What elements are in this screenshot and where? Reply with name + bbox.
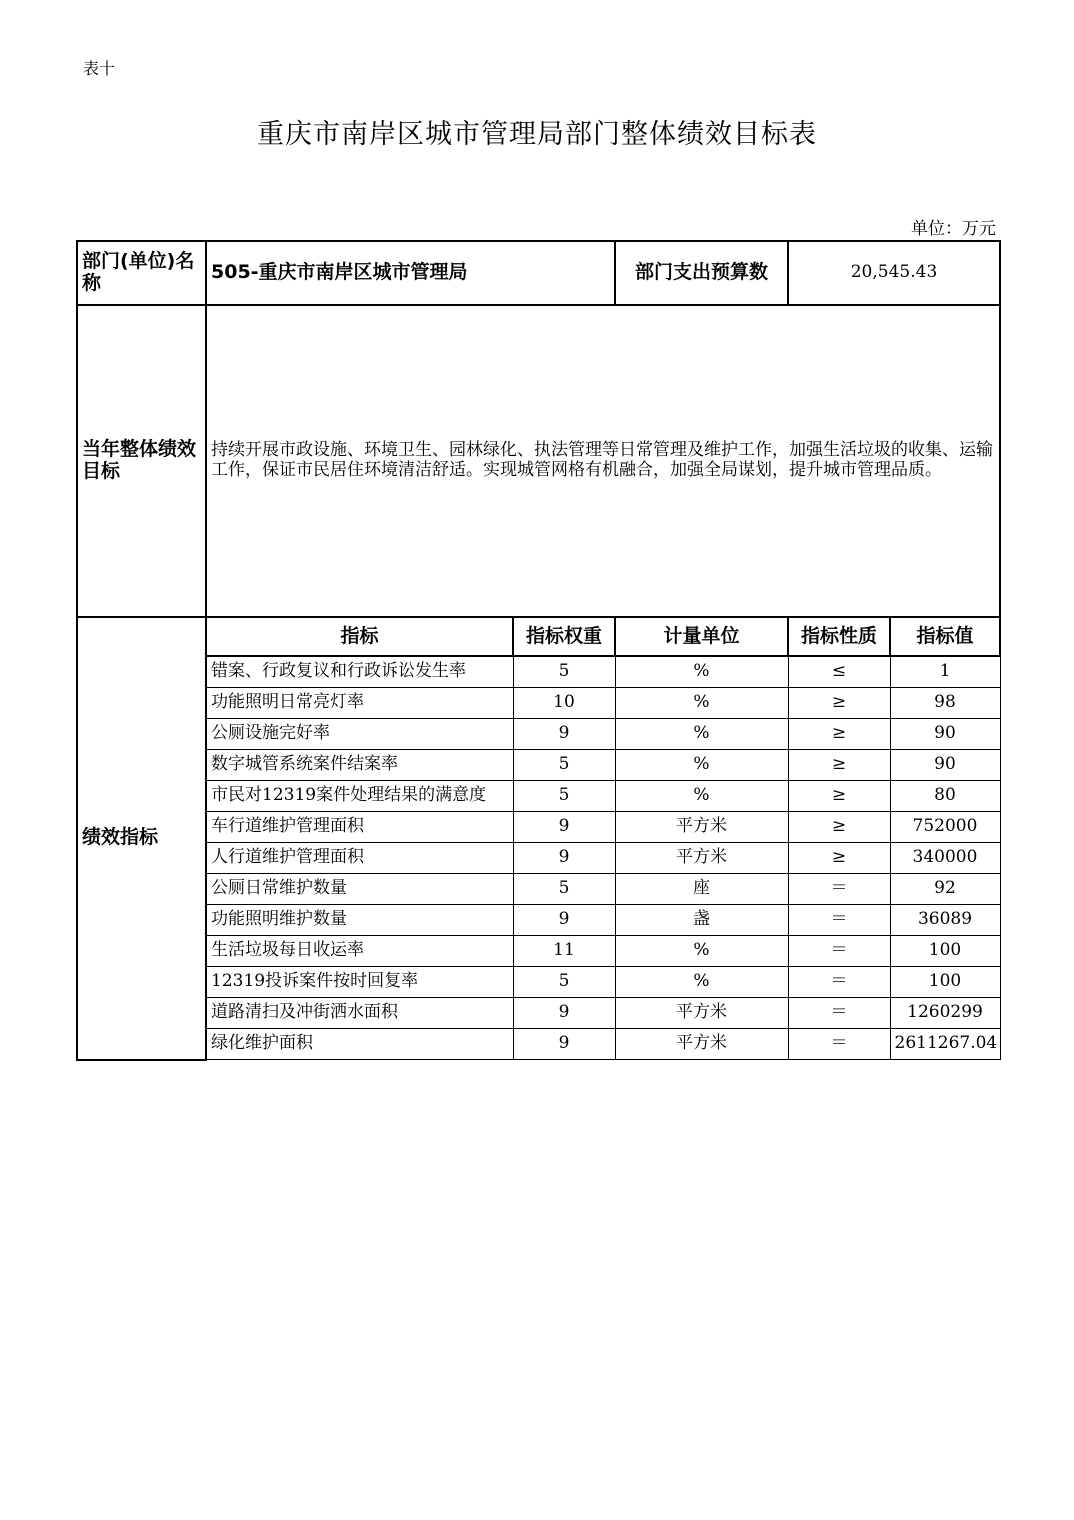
indicator-value: 98 [890, 688, 1000, 719]
indicator-value: 1260299 [890, 998, 1000, 1029]
indicator-body [77, 617, 1000, 1060]
indicator-name: 12319投诉案件按时回复率 [206, 967, 513, 998]
indicator-value: 80 [890, 781, 1000, 812]
indicator-name: 公厕日常维护数量 [206, 874, 513, 905]
indicator-unit: 平方米 [615, 843, 788, 874]
col-header: 计量单位 [615, 617, 788, 656]
indicator-nature: ≥ [788, 719, 890, 750]
indicator-value: 1 [890, 656, 1000, 688]
dept-name-cell: 505-重庆市南岸区城市管理局 [206, 241, 615, 305]
indicator-nature: ≥ [788, 781, 890, 812]
indicator-weight: 10 [513, 688, 615, 719]
indicator-nature: ＝ [788, 998, 890, 1029]
indicator-nature: ≥ [788, 812, 890, 843]
table-row [77, 656, 1000, 688]
table-row [77, 905, 1000, 936]
indicator-name: 公厕设施完好率 [206, 719, 513, 750]
indicator-name: 生活垃圾每日收运率 [206, 936, 513, 967]
budget-value-cell: 20,545.43 [788, 241, 1000, 305]
indicator-nature: ＝ [788, 874, 890, 905]
table-row [77, 874, 1000, 905]
indicator-name: 数字城管系统案件结案率 [206, 750, 513, 781]
indicator-unit: % [615, 656, 788, 688]
table-number: 表十 [83, 59, 116, 78]
col-header: 指标值 [890, 617, 1000, 656]
indicator-weight: 9 [513, 812, 615, 843]
dept-label-cell: 部门(单位)名称 [77, 241, 206, 305]
indicator-unit: 平方米 [615, 812, 788, 843]
table-row [77, 1029, 1000, 1060]
indicator-weight: 5 [513, 781, 615, 812]
indicator-name: 功能照明日常亮灯率 [206, 688, 513, 719]
indicator-unit: 座 [615, 874, 788, 905]
indicator-name: 市民对12319案件处理结果的满意度 [206, 781, 513, 812]
indicator-weight: 9 [513, 719, 615, 750]
indicator-unit: % [615, 936, 788, 967]
indicator-name: 功能照明维护数量 [206, 905, 513, 936]
budget-label-cell: 部门支出预算数 [615, 241, 788, 305]
indicator-weight: 5 [513, 874, 615, 905]
indicator-weight: 5 [513, 656, 615, 688]
indicator-weight: 11 [513, 936, 615, 967]
indicator-unit: 盏 [615, 905, 788, 936]
indicator-nature: ≥ [788, 750, 890, 781]
indicator-name: 人行道维护管理面积 [206, 843, 513, 874]
indicator-value: 36089 [890, 905, 1000, 936]
table-row [77, 936, 1000, 967]
col-header: 指标性质 [788, 617, 890, 656]
indicator-unit: 平方米 [615, 1029, 788, 1060]
goal-text-cell: 持续开展市政设施、环境卫生、园林绿化、执法管理等日常管理及维护工作，加强生活垃圾的收集、运输工作，保证市民居住环境清洁舒适。实现城管网格有机融合，加强全局谋划，提升城市管理品质。 [206, 305, 1000, 617]
indicator-unit: % [615, 967, 788, 998]
indicator-weight: 5 [513, 750, 615, 781]
indicator-nature: ＝ [788, 967, 890, 998]
table-row [77, 719, 1000, 750]
indicator-nature: ≥ [788, 843, 890, 874]
indicator-name: 绿化维护面积 [206, 1029, 513, 1060]
indicator-nature: ≤ [788, 656, 890, 688]
table-row [77, 688, 1000, 719]
indicator-weight: 9 [513, 905, 615, 936]
indicator-unit: % [615, 781, 788, 812]
table-row [77, 998, 1000, 1029]
indicator-value: 100 [890, 936, 1000, 967]
indicator-section-label: 绩效指标 [77, 617, 206, 1060]
table-row [77, 812, 1000, 843]
indicator-value: 100 [890, 967, 1000, 998]
unit-label: 单位：万元 [911, 219, 996, 239]
performance-table [76, 240, 1001, 1061]
indicator-weight: 9 [513, 843, 615, 874]
table-row [77, 967, 1000, 998]
indicator-value: 340000 [890, 843, 1000, 874]
goal-label-cell: 当年整体绩效目标 [77, 305, 206, 617]
col-header: 指标权重 [513, 617, 615, 656]
table-row [77, 843, 1000, 874]
indicator-unit: % [615, 750, 788, 781]
col-header: 指标 [206, 617, 513, 656]
indicator-value: 2611267.04 [890, 1029, 1000, 1060]
indicator-nature: ≥ [788, 688, 890, 719]
indicator-unit: % [615, 688, 788, 719]
indicator-value: 90 [890, 719, 1000, 750]
indicator-value: 752000 [890, 812, 1000, 843]
indicator-value: 92 [890, 874, 1000, 905]
table-row [77, 781, 1000, 812]
indicator-name: 错案、行政复议和行政诉讼发生率 [206, 656, 513, 688]
page-title: 重庆市南岸区城市管理局部门整体绩效目标表 [257, 119, 817, 150]
indicator-nature: ＝ [788, 1029, 890, 1060]
indicator-weight: 5 [513, 967, 615, 998]
table-row [77, 750, 1000, 781]
indicator-name: 道路清扫及冲街洒水面积 [206, 998, 513, 1029]
indicator-nature: ＝ [788, 936, 890, 967]
indicator-weight: 9 [513, 998, 615, 1029]
indicator-unit: 平方米 [615, 998, 788, 1029]
indicator-weight: 9 [513, 1029, 615, 1060]
indicator-header-row [77, 617, 1000, 656]
indicator-value: 90 [890, 750, 1000, 781]
indicator-name: 车行道维护管理面积 [206, 812, 513, 843]
indicator-unit: % [615, 719, 788, 750]
indicator-nature: ＝ [788, 905, 890, 936]
